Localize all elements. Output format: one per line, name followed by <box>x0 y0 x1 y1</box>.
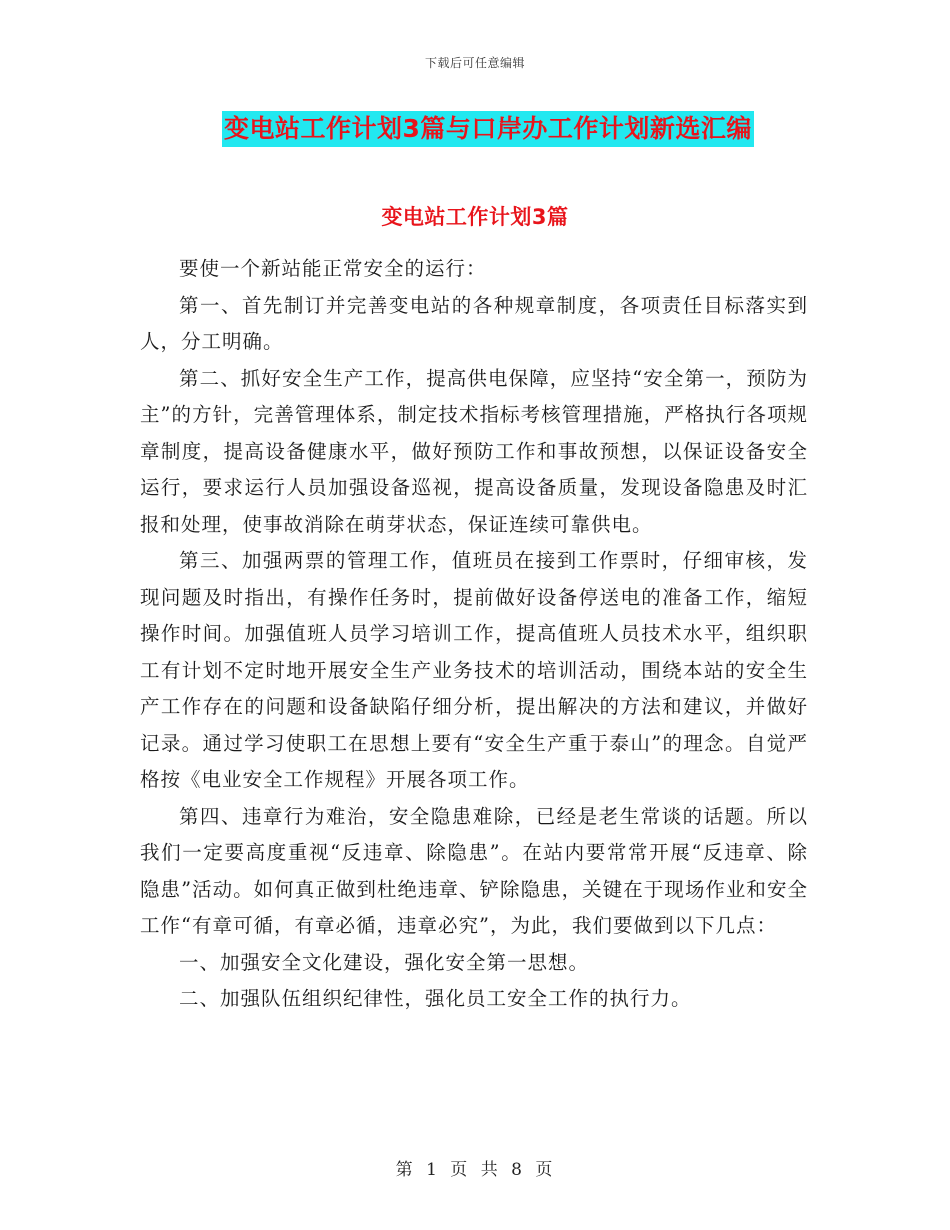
main-title: 变电站工作计划3篇与口岸办工作计划新选汇编 <box>222 111 754 147</box>
section-title: 变电站工作计划3篇 <box>381 205 569 229</box>
paragraph-second: 第二、抓好安全生产工作，提高供电保障，应坚持“安全第一，预防为主”的方针，完善管理体系，制定技术指标考核管理措施，严格执行各项规章制度，提高设备健康水平，做好预防工作和事故预想，以保证设备安全运行，要求运行人员加强设备巡视，提高设备质量，发现设备隐患及时汇报和处理，使事故消除在萌芽状态，保证连续可靠供电。 <box>140 366 808 536</box>
paragraph-intro: 要使一个新站能正常安全的运行： <box>179 257 487 280</box>
list-item-two: 二、加强队伍组织纪律性，强化员工安全工作的执行力。 <box>179 987 692 1010</box>
paragraph-first: 第一、首先制订并完善变电站的各种规章制度，各项责任目标落实到人，分工明确。 <box>140 293 808 353</box>
body-text <box>140 251 808 1018</box>
page-footer: 第 1 页 共 8 页 <box>395 1160 555 1180</box>
paragraph-fourth: 第四、违章行为难治，安全隐患难除，已经是老生常谈的话题。所以我们一定要高度重视“反违章、除隐患”。在站内要常常开展“反违章、除隐患”活动。如何真正做到杜绝违章、铲除隐患，关键在于现场作业和安全工作“有章可循，有章必循，违章必究”，为此，我们要做到以下几点： <box>140 804 808 937</box>
list-item-one: 一、加强安全文化建设，强化安全第一思想。 <box>179 950 590 974</box>
header-note: 下载后可任意编辑 <box>424 56 525 70</box>
paragraph-third: 第三、加强两票的管理工作，值班员在接到工作票时，仔细审核，发现问题及时指出，有操作任务时，提前做好设备停送电的准备工作，缩短操作时间。加强值班人员学习培训工作，提高值班人员技术水平，组织职工有计划不定时地开展安全生产业务技术的培训活动，围绕本站的安全生产工作存在的问题和设备缺陷仔细分析，提出解决的方法和建议，并做好记录。通过学习使职工在思想上要有“安全生产重于泰山”的理念。自觉严格按《电业安全工作规程》开展各项工作。 <box>140 549 808 791</box>
